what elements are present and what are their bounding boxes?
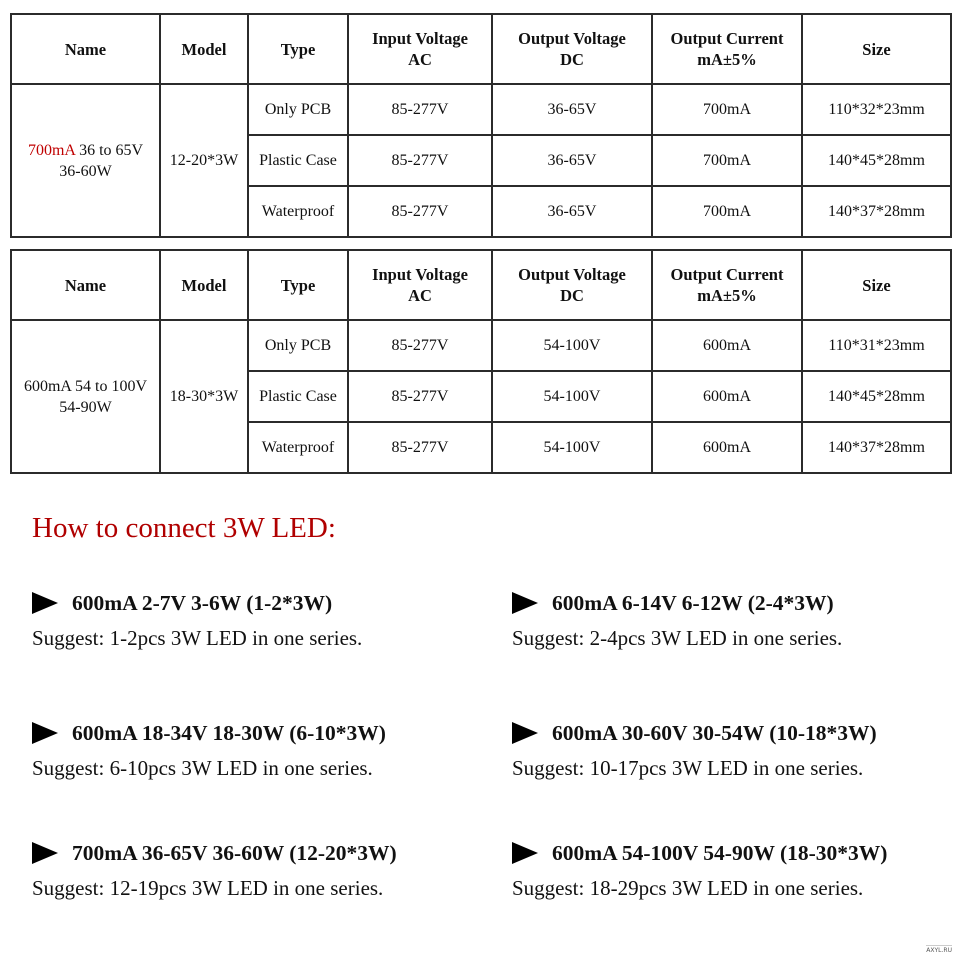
header-size: Size bbox=[802, 250, 951, 320]
size-cell: 110*32*23mm bbox=[802, 84, 951, 135]
type-cell: Waterproof bbox=[248, 422, 348, 473]
header-type: Type bbox=[248, 250, 348, 320]
input-cell: 85-277V bbox=[348, 135, 492, 186]
connection-item bbox=[512, 588, 960, 651]
name-voltage: 36 to 65V bbox=[75, 141, 144, 159]
header-text: Output Current bbox=[670, 265, 784, 284]
output-cell: 36-65V bbox=[492, 84, 652, 135]
header-model: Model bbox=[160, 14, 248, 84]
output-cell: 36-65V bbox=[492, 135, 652, 186]
current-cell: 600mA bbox=[652, 422, 802, 473]
connection-suggestion: Suggest: 18-29pcs 3W LED in one series. bbox=[512, 876, 864, 900]
play-arrow-icon bbox=[32, 592, 58, 614]
input-cell: 85-277V bbox=[348, 84, 492, 135]
connection-item bbox=[32, 588, 482, 651]
table-header-row bbox=[11, 14, 951, 84]
name-power: 36-60W bbox=[59, 162, 112, 180]
header-text: Output Voltage bbox=[518, 265, 626, 284]
input-cell: 85-277V bbox=[348, 186, 492, 237]
connection-suggestion: Suggest: 12-19pcs 3W LED in one series. bbox=[32, 876, 384, 900]
connection-heading bbox=[32, 838, 482, 868]
connection-heading-text: 600mA 30-60V 30-54W (10-18*3W) bbox=[552, 720, 877, 745]
connection-heading bbox=[512, 588, 960, 618]
connection-heading-text: 600mA 18-34V 18-30W (6-10*3W) bbox=[72, 720, 386, 745]
size-cell: 140*37*28mm bbox=[802, 186, 951, 237]
current-cell: 700mA bbox=[652, 84, 802, 135]
output-cell: 36-65V bbox=[492, 186, 652, 237]
output-cell: 54-100V bbox=[492, 371, 652, 422]
size-cell: 140*37*28mm bbox=[802, 422, 951, 473]
connection-item bbox=[32, 718, 482, 781]
spec-table-600ma bbox=[10, 249, 952, 474]
connection-suggestion: Suggest: 6-10pcs 3W LED in one series. bbox=[32, 756, 373, 780]
name-current-highlight: 700mA bbox=[27, 141, 76, 159]
output-cell: 54-100V bbox=[492, 320, 652, 371]
play-arrow-icon bbox=[512, 842, 538, 864]
header-text: Input Voltage bbox=[372, 265, 468, 284]
header-output-voltage bbox=[492, 14, 652, 84]
name-current-voltage: 600mA 54 to 100V bbox=[23, 377, 148, 395]
table-row bbox=[11, 84, 951, 135]
current-cell: 600mA bbox=[652, 320, 802, 371]
connection-item bbox=[512, 838, 960, 901]
spec-table-700ma bbox=[10, 13, 952, 238]
current-cell: 700mA bbox=[652, 135, 802, 186]
output-cell: 54-100V bbox=[492, 422, 652, 473]
header-name: Name bbox=[11, 250, 160, 320]
input-cell: 85-277V bbox=[348, 320, 492, 371]
connection-suggestion: Suggest: 2-4pcs 3W LED in one series. bbox=[512, 626, 843, 650]
header-text: Output Voltage bbox=[518, 29, 626, 48]
header-output-current bbox=[652, 14, 802, 84]
connection-suggestion: Suggest: 10-17pcs 3W LED in one series. bbox=[512, 756, 864, 780]
connection-heading-text: 600mA 2-7V 3-6W (1-2*3W) bbox=[72, 590, 333, 615]
play-arrow-icon bbox=[32, 842, 58, 864]
type-cell: Only PCB bbox=[248, 320, 348, 371]
header-input-voltage bbox=[348, 250, 492, 320]
connection-item bbox=[32, 838, 482, 901]
name-power: 54-90W bbox=[59, 398, 112, 416]
header-text: Output Current bbox=[670, 29, 784, 48]
connection-heading-text: 600mA 54-100V 54-90W (18-30*3W) bbox=[552, 840, 888, 865]
play-arrow-icon bbox=[512, 722, 538, 744]
connection-heading bbox=[512, 838, 960, 868]
size-cell: 110*31*23mm bbox=[802, 320, 951, 371]
play-arrow-icon bbox=[512, 592, 538, 614]
header-name: Name bbox=[11, 14, 160, 84]
connection-heading bbox=[512, 718, 960, 748]
header-text: AC bbox=[408, 50, 432, 69]
header-size: Size bbox=[802, 14, 951, 84]
header-model: Model bbox=[160, 250, 248, 320]
table-row bbox=[11, 320, 951, 371]
input-cell: 85-277V bbox=[348, 422, 492, 473]
type-cell: Only PCB bbox=[248, 84, 348, 135]
header-text: DC bbox=[560, 286, 584, 305]
size-cell: 140*45*28mm bbox=[802, 371, 951, 422]
connection-heading-text: 700mA 36-65V 36-60W (12-20*3W) bbox=[72, 840, 397, 865]
header-type: Type bbox=[248, 14, 348, 84]
type-cell: Plastic Case bbox=[248, 135, 348, 186]
play-arrow-icon bbox=[32, 722, 58, 744]
current-cell: 600mA bbox=[652, 371, 802, 422]
model-cell: 18-30*3W bbox=[160, 320, 248, 473]
connection-heading bbox=[32, 718, 482, 748]
connection-item bbox=[512, 718, 960, 781]
section-title: How to connect 3W LED: bbox=[32, 512, 336, 544]
type-cell: Plastic Case bbox=[248, 371, 348, 422]
connection-heading bbox=[32, 588, 482, 618]
header-text: mA±5% bbox=[697, 286, 757, 305]
watermark: AXYL.RU bbox=[926, 947, 952, 954]
name-cell bbox=[11, 84, 160, 237]
input-cell: 85-277V bbox=[348, 371, 492, 422]
connection-heading-text: 600mA 6-14V 6-12W (2-4*3W) bbox=[552, 590, 834, 615]
model-cell: 12-20*3W bbox=[160, 84, 248, 237]
current-cell: 700mA bbox=[652, 186, 802, 237]
header-text: DC bbox=[560, 50, 584, 69]
header-text: mA±5% bbox=[697, 50, 757, 69]
name-cell bbox=[11, 320, 160, 473]
header-text: Input Voltage bbox=[372, 29, 468, 48]
table-header-row bbox=[11, 250, 951, 320]
type-cell: Waterproof bbox=[248, 186, 348, 237]
header-text: AC bbox=[408, 286, 432, 305]
header-input-voltage bbox=[348, 14, 492, 84]
connection-suggestion: Suggest: 1-2pcs 3W LED in one series. bbox=[32, 626, 363, 650]
header-output-current bbox=[652, 250, 802, 320]
header-output-voltage bbox=[492, 250, 652, 320]
size-cell: 140*45*28mm bbox=[802, 135, 951, 186]
